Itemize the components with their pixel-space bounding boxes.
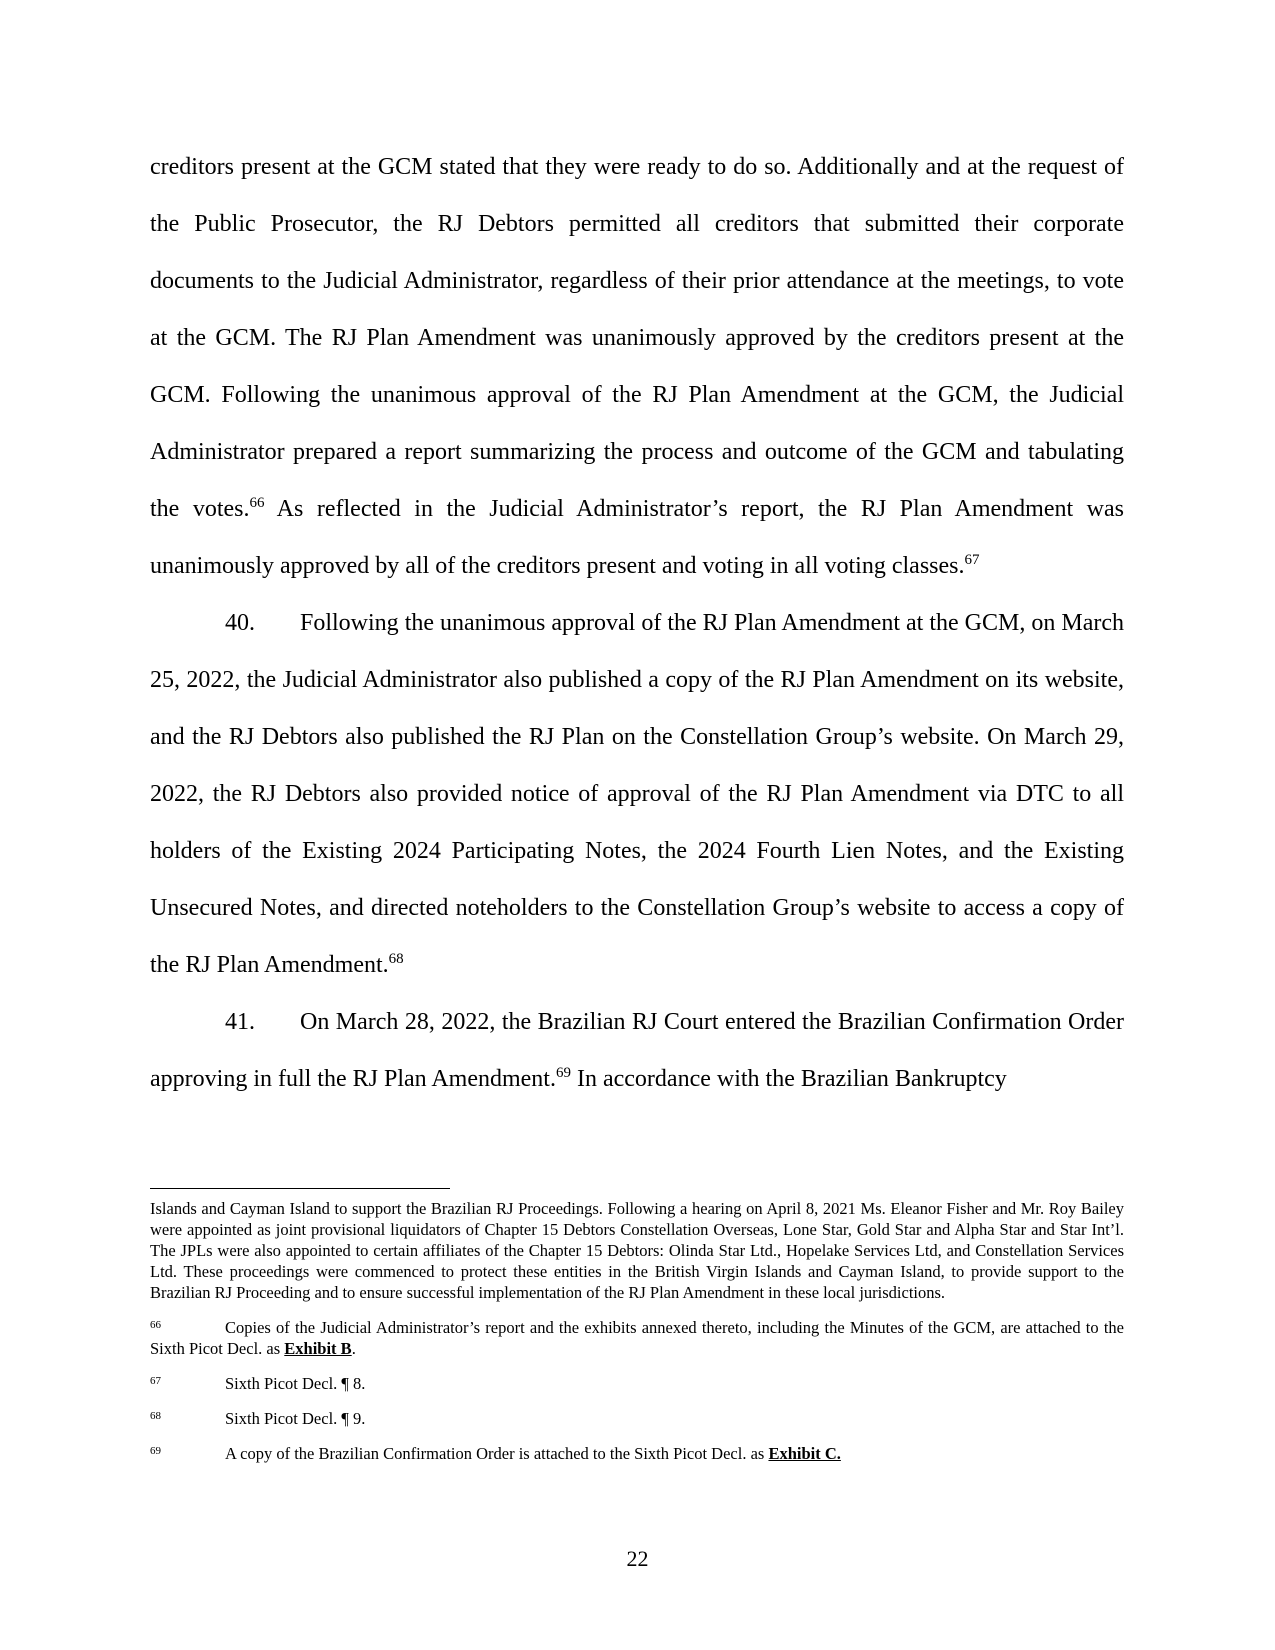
footnote-67 [150, 1371, 1124, 1394]
paragraph-text: On March 28, 2022, the Brazilian RJ Court entered the Brazilian Confirmation Order approving in full the RJ Plan Amendment. [150, 1009, 1124, 1092]
footnote-number: 68 [150, 1410, 161, 1422]
footnote-number: 66 [150, 1319, 161, 1331]
paragraph-number: 41. [225, 1009, 255, 1035]
paragraph-40 [150, 595, 1124, 994]
footnote-text: . [351, 1339, 356, 1358]
paragraph-text: creditors present at the GCM stated that they were ready to do so. Additionally and at the request of the Public Prosecutor, the RJ Debtors permitted all creditors that submitted their corporate documents to the Judicial Administrator, regardless of their prior attendance at the meetings, to vote at the GCM. The RJ Plan Amendment was unanimously approved by the creditors present at the GCM. Following the unanimous approval of the RJ Plan Amendment at the GCM, the Judicial Administrator prepared a report summarizing the process and outcome of the GCM and tabulating the votes. [150, 154, 1124, 522]
footnote-ref-67[interactable]: 67 [964, 552, 980, 568]
paragraph-continued [150, 139, 1124, 595]
footnote-ref-66[interactable]: 66 [249, 495, 265, 511]
exhibit-c-link[interactable]: Exhibit C. [768, 1444, 841, 1463]
footnote-ref-68[interactable]: 68 [388, 951, 404, 967]
footnote-ref-69[interactable]: 69 [555, 1065, 571, 1081]
footnote-text: Sixth Picot Decl. ¶ 8. [225, 1374, 366, 1393]
paragraph-41 [150, 994, 1124, 1108]
footnote-66 [150, 1315, 1124, 1359]
body-text [150, 139, 1124, 1108]
paragraph-number: 40. [225, 610, 255, 636]
footnote-number: 67 [150, 1375, 161, 1387]
footnote-text: A copy of the Brazilian Confirmation Order is attached to the Sixth Picot Decl. as [225, 1444, 769, 1463]
paragraph-text: Following the unanimous approval of the RJ Plan Amendment at the GCM, on March 25, 2022, the Judicial Administrator also published a copy of the RJ Plan Amendment on its website, and the RJ Debtors also published the RJ Plan on the Constellation Group’s website. On March 29, 2022, the RJ Debtors also provided notice of approval of the RJ Plan Amendment via DTC to all holders of the Existing 2024 Participating Notes, the 2024 Fourth Lien Notes, and the Existing Unsecured Notes, and directed noteholders to the Constellation Group’s website to access a copy of the RJ Plan Amendment. [150, 610, 1124, 978]
paragraph-text: As reflected in the Judicial Administrator’s report, the RJ Plan Amendment was unanimously approved by all of the creditors present and voting in all voting classes. [150, 496, 1125, 579]
page-number: 22 [626, 1546, 649, 1571]
paragraph-text: In accordance with the Brazilian Bankruptcy [570, 1066, 1007, 1092]
footnote-continued: Islands and Cayman Island to support the Brazilian RJ Proceedings. Following a hearing on April 8, 2021 Ms. Eleanor Fisher and Mr. Roy Bailey were appointed as joint provisional liquidators of Chapter 15 Debtors Constellation Overseas, Lone Star, Gold Star and Alpha Star and Star Int’l. The JPLs were also appointed to certain affiliates of the Chapter 15 Debtors: Olinda Star Ltd., Hopelake Services Ltd, and Constellation Services Ltd. These proceedings were commenced to protect these entities in the British Virgin Islands and Cayman Island, to provide support to the Brazilian RJ Proceeding and to ensure successful implementation of the RJ Plan Amendment in these local jurisdictions. [150, 1199, 1124, 1302]
exhibit-b-link[interactable]: Exhibit B [284, 1339, 352, 1358]
footnote-number: 69 [150, 1445, 161, 1457]
footnote-text: Sixth Picot Decl. ¶ 9. [225, 1409, 366, 1428]
footnote-68 [150, 1406, 1124, 1429]
footnote-69 [150, 1441, 1124, 1464]
footnotes [150, 1198, 1124, 1476]
footnote-text: Copies of the Judicial Administrator’s report and the exhibits annexed thereto, including the Minutes of the GCM, are attached to the Sixth Picot Decl. as [150, 1318, 1124, 1358]
footnote-separator [150, 1188, 450, 1189]
